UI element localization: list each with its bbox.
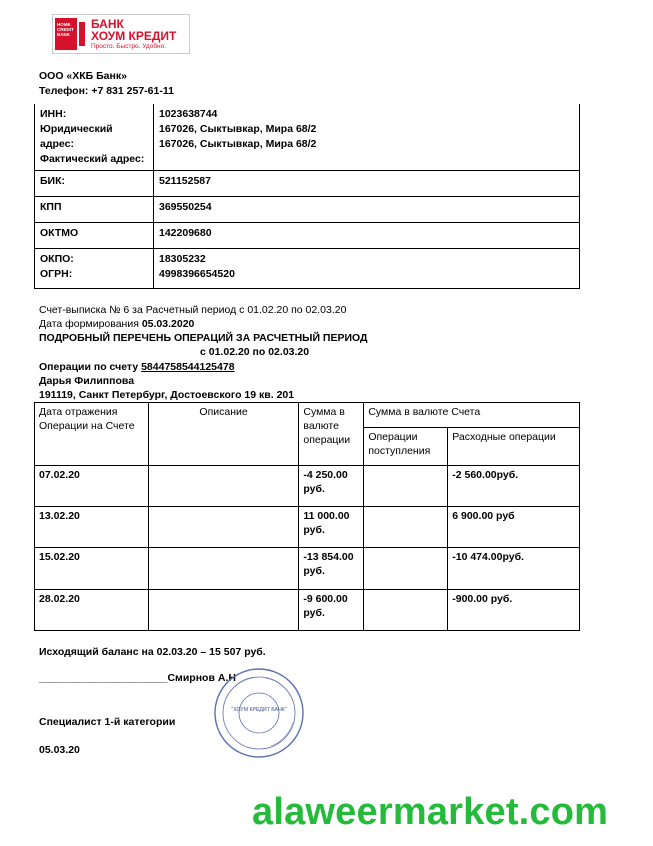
header-description: Описание xyxy=(148,403,299,466)
label-oktmo: ОКТМО xyxy=(35,223,154,249)
watermark: alaweermarket.com xyxy=(252,791,609,833)
label-ogrn: ОГРН: xyxy=(40,268,73,280)
logo-line2: ХОУМ КРЕДИТ xyxy=(91,29,177,43)
formed-date-label: Дата формирования xyxy=(39,318,142,330)
operations-heading: ПОДРОБНЫЙ ПЕРЕЧЕНЬ ОПЕРАЦИЙ ЗА РАСЧЕТНЫЙ ПЕРИОД xyxy=(39,332,368,344)
label-okpo: ОКПО: xyxy=(40,253,74,265)
logo-slogan: Просто. Быстро. Удобно. xyxy=(91,43,167,50)
stamp-center-text: "ХОУМ КРЕДИТ БАНК" xyxy=(231,707,287,713)
value-oktmo: 142209680 xyxy=(154,223,580,249)
cell-expense: -900.00 руб. xyxy=(448,590,580,631)
value-legal-address: 167026, Сыктывкар, Мира 68/2 xyxy=(159,123,317,135)
client-address: 191119, Санкт Петербург, Достоевского 19 кв. 201 xyxy=(39,389,295,401)
cell-date: 15.02.20 xyxy=(35,548,149,590)
value-actual-address: 167026, Сыктывкар, Мира 68/2 xyxy=(159,138,317,150)
label-inn: ИНН: xyxy=(40,108,67,120)
cell-expense: 6 900.00 руб xyxy=(448,507,580,548)
label-actual-address: Фактический адрес: xyxy=(40,153,145,165)
bank-name: ООО «ХКБ Банк» xyxy=(39,70,127,82)
header-income: Операции поступления xyxy=(364,428,448,466)
cell-income xyxy=(364,590,448,631)
info-row xyxy=(35,104,580,171)
bank-details-table xyxy=(34,104,580,289)
header-expense: Расходные операции xyxy=(448,428,580,466)
signer-position: Специалист 1-й категории xyxy=(39,716,176,728)
bank-stamp xyxy=(213,667,305,759)
cell-description xyxy=(148,466,299,507)
label-legal-address: Юридический адрес: xyxy=(40,123,113,150)
account-number: 5844758544125478 xyxy=(141,361,235,373)
stamp-outer-ring xyxy=(215,669,303,757)
label-kpp: КПП xyxy=(35,197,154,223)
statement-title: Счет-выписка № 6 за Расчетный период с 01.02.20 по 02.03.20 xyxy=(39,304,347,316)
client-name: Дарья Филиппова xyxy=(39,375,135,387)
cell-income xyxy=(364,507,448,548)
formed-date-line xyxy=(39,318,194,331)
table-row xyxy=(35,548,580,590)
cell-amount: -4 250.00 руб. xyxy=(299,466,364,507)
value-kpp: 369550254 xyxy=(154,197,580,223)
operations-period: с 01.02.20 по 02.03.20 xyxy=(200,346,310,358)
logo-mark-text: HOME CREDIT BANK xyxy=(57,22,74,37)
header-amount-operation: Сумма в валюте операции xyxy=(299,403,364,466)
cell-description xyxy=(148,548,299,590)
value-bik: 521152587 xyxy=(154,171,580,197)
header-date: Дата отражения Операции на Счете xyxy=(35,403,149,466)
signature-date: 05.03.20 xyxy=(39,744,80,756)
cell-date: 28.02.20 xyxy=(35,590,149,631)
formed-date-value: 05.03.2020 xyxy=(141,318,195,330)
signature-line: ______________________Смирнов А.Н xyxy=(39,672,236,684)
info-row xyxy=(35,249,580,289)
cell-amount: -13 854.00 руб. xyxy=(299,548,364,590)
table-row xyxy=(35,590,580,631)
table-row xyxy=(35,466,580,507)
cell-amount: 11 000.00 руб. xyxy=(299,507,364,548)
value-ogrn: 4998396654520 xyxy=(159,268,235,280)
operations-table xyxy=(34,402,580,631)
cell-income xyxy=(364,466,448,507)
closing-balance: Исходящий баланс на 02.03.20 – 15 507 руб. xyxy=(39,646,266,658)
value-inn: 1023638744 xyxy=(159,108,218,120)
cell-date: 13.02.20 xyxy=(35,507,149,548)
cell-expense: -2 560.00руб. xyxy=(448,466,580,507)
header-amount-account: Сумма в валюте Счета xyxy=(364,403,580,428)
info-row xyxy=(35,171,580,197)
value-okpo: 18305232 xyxy=(159,253,206,265)
label-bik: БИК: xyxy=(35,171,154,197)
cell-expense: -10 474.00руб. xyxy=(448,548,580,590)
logo-line1: БАНК xyxy=(91,17,124,31)
cell-date: 07.02.20 xyxy=(35,466,149,507)
info-row xyxy=(35,223,580,249)
cell-description xyxy=(148,507,299,548)
account-label: Операции по счету xyxy=(39,361,142,373)
cell-amount: -9 600.00 руб. xyxy=(299,590,364,631)
info-row xyxy=(35,197,580,223)
bank-logo xyxy=(52,14,190,54)
stamp-inner-ring xyxy=(239,693,279,733)
cell-description xyxy=(148,590,299,631)
table-header-row xyxy=(35,403,580,428)
bank-phone: Телефон: +7 831 257-61-11 xyxy=(39,85,174,97)
cell-income xyxy=(364,548,448,590)
account-line xyxy=(39,361,235,374)
logo-mark xyxy=(55,18,87,50)
table-row xyxy=(35,507,580,548)
